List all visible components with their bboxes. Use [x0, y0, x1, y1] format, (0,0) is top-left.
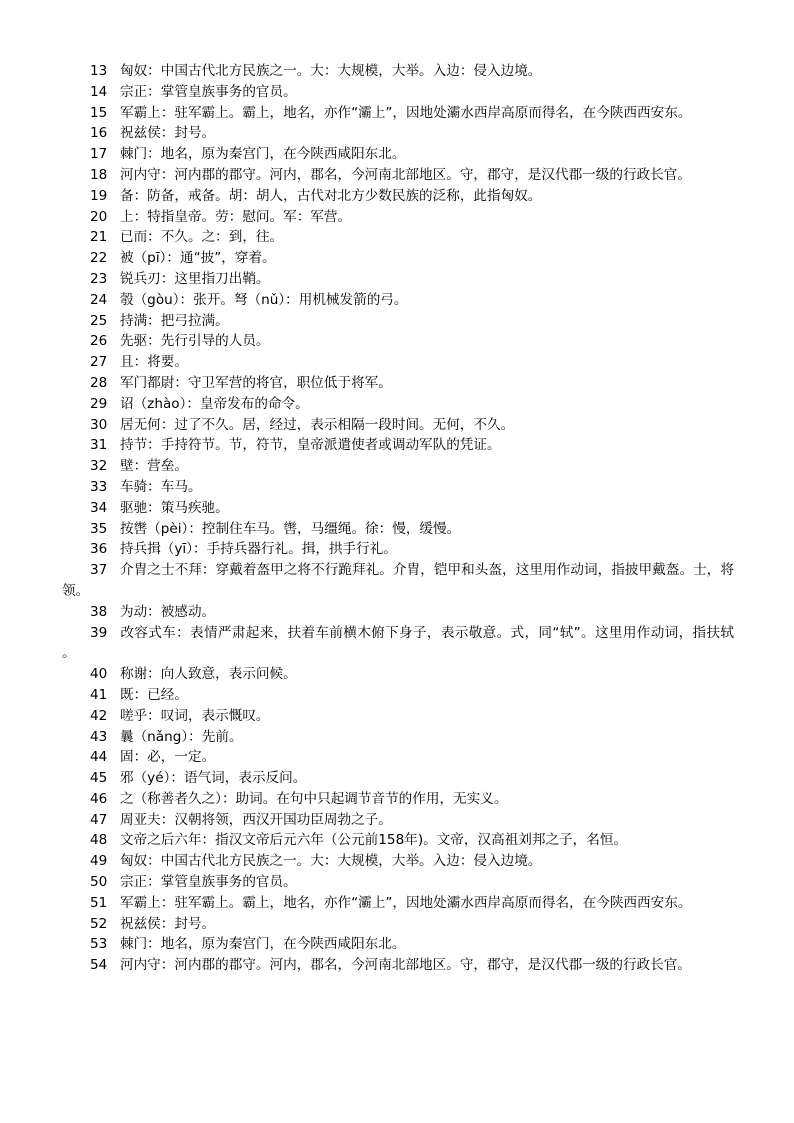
note-number: 53: [90, 936, 108, 953]
note-item: [62, 311, 734, 332]
note-number: 44: [90, 749, 108, 766]
note-number: 30: [90, 416, 108, 433]
note-item: [62, 415, 734, 436]
note-number: 16: [90, 125, 108, 142]
note-item: [62, 123, 734, 144]
note-item: [62, 747, 734, 768]
note-item: [62, 394, 734, 415]
note-number: 41: [90, 686, 108, 703]
note-text: 既：已经。: [120, 686, 188, 703]
note-item: [62, 269, 734, 290]
note-text: 祝兹侯：封号。: [120, 915, 216, 932]
annotation-list: [62, 61, 734, 976]
note-text: 文帝之后六年：指汉文帝后元六年（公元前158年)。文帝，汉高祖刘邦之子，名恒。: [120, 832, 628, 849]
note-item: [62, 207, 734, 228]
note-text: 周亚夫：汉朝将领，西汉开国功臣周勃之子。: [120, 811, 392, 828]
note-number: 28: [90, 374, 108, 391]
note-text: 称谢：向人致意，表示问候。: [120, 666, 297, 683]
note-text: 备：防备，戒备。胡：胡人，古代对北方少数民族的泛称，此指匈奴。: [120, 187, 542, 204]
note-item: [62, 560, 734, 602]
note-number: 39: [90, 624, 108, 641]
note-text: 介胄之士不拜：穿戴着盔甲之将不行跪拜礼。介胄，铠甲和头盔，这里用作动词，指披甲戴盔。士，将领。: [62, 562, 734, 599]
note-item: [62, 727, 734, 748]
note-item: [62, 477, 734, 498]
note-item: [62, 851, 734, 872]
note-number: 25: [90, 312, 108, 329]
note-number: 50: [90, 874, 108, 891]
note-number: 31: [90, 437, 108, 454]
note-item: [62, 373, 734, 394]
note-text: 彀（gòu）：张开。弩（nǔ）：用机械发箭的弓。: [120, 291, 408, 308]
note-item: [62, 664, 734, 685]
note-number: 20: [90, 208, 108, 225]
note-text: 且：将要。: [120, 354, 188, 371]
note-item: [62, 539, 734, 560]
note-item: [62, 789, 734, 810]
note-number: 24: [90, 291, 108, 308]
note-item: [62, 519, 734, 540]
note-number: 51: [90, 894, 108, 911]
note-item: [62, 248, 734, 269]
note-number: 17: [90, 146, 108, 163]
note-number: 45: [90, 770, 108, 787]
note-text: 按辔（pèi）：控制住车马。辔，马缰绳。徐：慢，缓慢。: [120, 520, 461, 537]
note-text: 棘门：地名，原为秦宫门，在今陕西咸阳东北。: [120, 936, 406, 953]
note-number: 54: [90, 957, 108, 974]
note-item: [62, 810, 734, 831]
note-number: 43: [90, 728, 108, 745]
note-text: 曩（nǎng）：先前。: [120, 728, 243, 745]
note-item: [62, 331, 734, 352]
note-item: [62, 290, 734, 311]
note-item: [62, 61, 734, 82]
note-text: 嗟乎：叹词，表示慨叹。: [120, 707, 270, 724]
note-number: 52: [90, 915, 108, 932]
note-item: [62, 435, 734, 456]
note-text: 持满：把弓拉满。: [120, 312, 229, 329]
note-text: 河内守：河内郡的郡守。河内，郡名，今河南北部地区。守，郡守，是汉代郡一级的行政长官。: [120, 166, 691, 183]
note-number: 21: [90, 229, 108, 246]
note-text: 邪（yé）：语气词，表示反问。: [120, 770, 307, 787]
note-text: 之（称善者久之）：助词。在句中只起调节音节的作用，无实义。: [120, 790, 508, 807]
note-item: [62, 227, 734, 248]
note-text: 居无何：过了不久。居，经过，表示相隔一段时间。无何，不久。: [120, 416, 515, 433]
note-number: 48: [90, 832, 108, 849]
note-text: 诏（zhào）：皇帝发布的命令。: [120, 395, 309, 412]
note-text: 被（pī）：通“披”，穿着。: [120, 250, 276, 267]
note-text: 军霸上：驻军霸上。霸上，地名，亦作“灞上”，因地处灞水西岸高原而得名，在今陕西西安东。: [120, 894, 692, 911]
note-item: [62, 103, 734, 124]
note-number: 29: [90, 395, 108, 412]
note-text: 改容式车：表情严肃起来，扶着车前横木俯下身子，表示敬意。式，同“轼”。这里用作动词，指扶轼 。: [62, 624, 734, 662]
note-number: 27: [90, 354, 108, 371]
note-text: 车骑：车马。: [120, 478, 202, 495]
note-text: 固：必，一定。: [120, 749, 216, 766]
note-text: 持节：手持符节。节，符节，皇帝派遣使者或调动军队的凭证。: [120, 437, 501, 454]
note-number: 19: [90, 187, 108, 204]
note-item: [62, 82, 734, 103]
note-item: [62, 934, 734, 955]
note-text: 已而：不久。之：到，往。: [120, 229, 284, 246]
note-item: [62, 602, 734, 623]
note-item: [62, 498, 734, 519]
note-text: 军霸上：驻军霸上。霸上，地名，亦作“灞上”，因地处灞水西岸高原而得名，在今陕西西安东。: [120, 104, 692, 121]
note-text: 匈奴：中国古代北方民族之一。大：大规模，大举。入边：侵入边境。: [120, 853, 542, 870]
note-item: [62, 186, 734, 207]
note-number: 15: [90, 104, 108, 121]
note-number: 47: [90, 811, 108, 828]
note-item: [62, 623, 734, 665]
note-item: [62, 893, 734, 914]
note-text: 匈奴：中国古代北方民族之一。大：大规模，大举。入边：侵入边境。: [120, 63, 542, 79]
note-text: 军门都尉：守卫军营的将官，职位低于将军。: [120, 374, 392, 391]
note-item: [62, 830, 734, 851]
note-item: [62, 706, 734, 727]
note-number: 18: [90, 166, 108, 183]
note-number: 36: [90, 541, 108, 558]
note-item: [62, 456, 734, 477]
note-number: 34: [90, 499, 108, 516]
note-text: 驱驰：策马疾驰。: [120, 499, 229, 516]
note-number: 32: [90, 458, 108, 475]
note-item: [62, 768, 734, 789]
note-number: 49: [90, 853, 108, 870]
note-text: 先驱：先行引导的人员。: [120, 333, 270, 350]
note-text: 宗正：掌管皇族事务的官员。: [120, 874, 297, 891]
note-number: 26: [90, 333, 108, 350]
note-item: [62, 955, 734, 976]
note-item: [62, 165, 734, 186]
note-item: [62, 685, 734, 706]
note-text: 持兵揖（yī）：手持兵器行礼。揖，拱手行礼。: [120, 541, 397, 558]
note-number: 23: [90, 270, 108, 287]
note-item: [62, 872, 734, 893]
note-item: [62, 352, 734, 373]
note-number: 33: [90, 478, 108, 495]
note-text: 锐兵刃：这里指刀出鞘。: [120, 270, 270, 287]
note-number: 38: [90, 603, 108, 620]
note-text: 棘门：地名，原为秦宫门，在今陕西咸阳东北。: [120, 146, 406, 163]
note-number: 13: [90, 63, 108, 79]
note-text: 河内守：河内郡的郡守。河内，郡名，今河南北部地区。守，郡守，是汉代郡一级的行政长官。: [120, 957, 691, 974]
note-number: 14: [90, 83, 108, 100]
note-item: [62, 144, 734, 165]
note-number: 37: [90, 562, 108, 579]
note-number: 46: [90, 790, 108, 807]
note-text: 上：特指皇帝。劳：慰问。军：军营。: [120, 208, 352, 225]
note-text: 壁：营垒。: [120, 458, 188, 475]
note-text: 为动：被感动。: [120, 603, 216, 620]
note-number: 35: [90, 520, 108, 537]
note-number: 22: [90, 250, 108, 267]
note-number: 42: [90, 707, 108, 724]
note-number: 40: [90, 666, 108, 683]
note-item: [62, 914, 734, 935]
note-text: 祝兹侯：封号。: [120, 125, 216, 142]
note-text: 宗正：掌管皇族事务的官员。: [120, 83, 297, 100]
